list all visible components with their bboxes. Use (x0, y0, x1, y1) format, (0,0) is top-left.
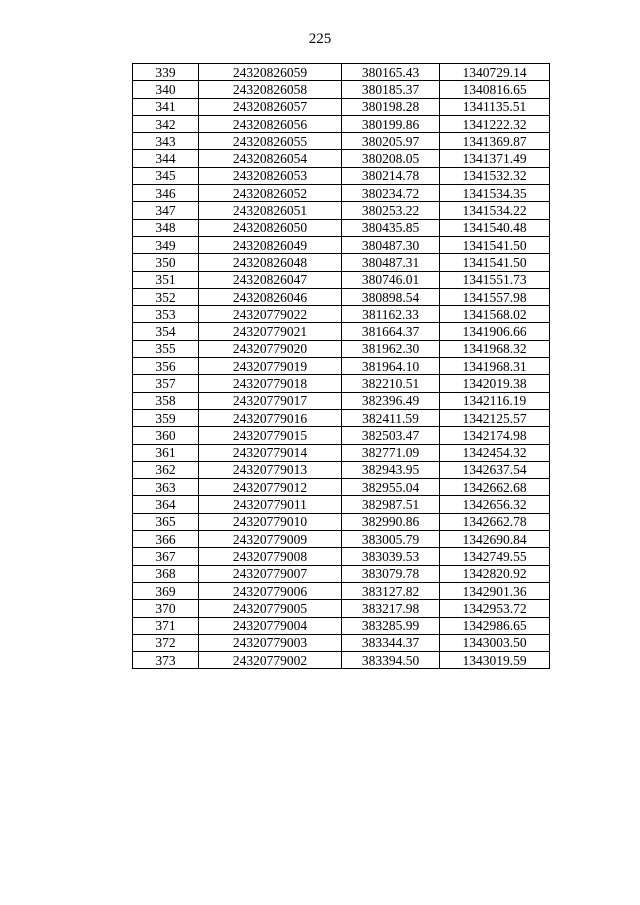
x-coordinate-cell: 383285.99 (342, 617, 440, 634)
x-coordinate-cell: 382503.47 (342, 427, 440, 444)
id-cell: 24320826054 (199, 150, 342, 167)
y-coordinate-cell: 1341371.49 (440, 150, 550, 167)
id-cell: 24320826050 (199, 219, 342, 236)
table-row (133, 427, 550, 444)
coordinates-table (132, 63, 550, 669)
table-row (133, 617, 550, 634)
x-coordinate-cell: 382411.59 (342, 409, 440, 426)
x-coordinate-cell: 382396.49 (342, 392, 440, 409)
y-coordinate-cell: 1341135.51 (440, 98, 550, 115)
x-coordinate-cell: 382955.04 (342, 479, 440, 496)
row-number-cell: 373 (133, 652, 199, 669)
id-cell: 24320826055 (199, 133, 342, 150)
id-cell: 24320779015 (199, 427, 342, 444)
id-cell: 24320826052 (199, 185, 342, 202)
x-coordinate-cell: 380208.05 (342, 150, 440, 167)
row-number-cell: 367 (133, 548, 199, 565)
row-number-cell: 350 (133, 254, 199, 271)
x-coordinate-cell: 382987.51 (342, 496, 440, 513)
row-number-cell: 359 (133, 409, 199, 426)
id-cell: 24320779005 (199, 600, 342, 617)
table-row (133, 375, 550, 392)
y-coordinate-cell: 1342820.92 (440, 565, 550, 582)
table-body (133, 64, 550, 669)
x-coordinate-cell: 380234.72 (342, 185, 440, 202)
table-row (133, 167, 550, 184)
y-coordinate-cell: 1342662.78 (440, 513, 550, 530)
y-coordinate-cell: 1342953.72 (440, 600, 550, 617)
x-coordinate-cell: 380487.30 (342, 236, 440, 253)
row-number-cell: 343 (133, 133, 199, 150)
x-coordinate-cell: 382943.95 (342, 461, 440, 478)
y-coordinate-cell: 1342901.36 (440, 582, 550, 599)
id-cell: 24320826053 (199, 167, 342, 184)
row-number-cell: 339 (133, 64, 199, 81)
y-coordinate-cell: 1342454.32 (440, 444, 550, 461)
id-cell: 24320779021 (199, 323, 342, 340)
table-row (133, 444, 550, 461)
table-row (133, 531, 550, 548)
table-row (133, 340, 550, 357)
page-number: 225 (308, 31, 332, 47)
row-number-cell: 344 (133, 150, 199, 167)
y-coordinate-cell: 1342690.84 (440, 531, 550, 548)
row-number-cell: 358 (133, 392, 199, 409)
table-row (133, 358, 550, 375)
y-coordinate-cell: 1341968.32 (440, 340, 550, 357)
x-coordinate-cell: 381964.10 (342, 358, 440, 375)
x-coordinate-cell: 381162.33 (342, 306, 440, 323)
row-number-cell: 361 (133, 444, 199, 461)
y-coordinate-cell: 1341532.32 (440, 167, 550, 184)
y-coordinate-cell: 1340816.65 (440, 81, 550, 98)
x-coordinate-cell: 380205.97 (342, 133, 440, 150)
table-row (133, 219, 550, 236)
table-row (133, 288, 550, 305)
row-number-cell: 365 (133, 513, 199, 530)
row-number-cell: 341 (133, 98, 199, 115)
table-row (133, 600, 550, 617)
table-row (133, 479, 550, 496)
id-cell: 24320779009 (199, 531, 342, 548)
y-coordinate-cell: 1341222.32 (440, 115, 550, 132)
table-row (133, 565, 550, 582)
x-coordinate-cell: 383079.78 (342, 565, 440, 582)
id-cell: 24320779003 (199, 634, 342, 651)
row-number-cell: 351 (133, 271, 199, 288)
row-number-cell: 357 (133, 375, 199, 392)
id-cell: 24320779006 (199, 582, 342, 599)
x-coordinate-cell: 383394.50 (342, 652, 440, 669)
y-coordinate-cell: 1341540.48 (440, 219, 550, 236)
y-coordinate-cell: 1342125.57 (440, 409, 550, 426)
y-coordinate-cell: 1342116.19 (440, 392, 550, 409)
y-coordinate-cell: 1342662.68 (440, 479, 550, 496)
y-coordinate-cell: 1341534.22 (440, 202, 550, 219)
y-coordinate-cell: 1341968.31 (440, 358, 550, 375)
y-coordinate-cell: 1342174.98 (440, 427, 550, 444)
id-cell: 24320779018 (199, 375, 342, 392)
x-coordinate-cell: 380198.28 (342, 98, 440, 115)
row-number-cell: 364 (133, 496, 199, 513)
y-coordinate-cell: 1341541.50 (440, 254, 550, 271)
row-number-cell: 372 (133, 634, 199, 651)
y-coordinate-cell: 1343003.50 (440, 634, 550, 651)
y-coordinate-cell: 1341568.02 (440, 306, 550, 323)
table-row (133, 98, 550, 115)
row-number-cell: 349 (133, 236, 199, 253)
x-coordinate-cell: 383344.37 (342, 634, 440, 651)
id-cell: 24320826049 (199, 236, 342, 253)
table-row (133, 150, 550, 167)
table-row (133, 306, 550, 323)
table-row (133, 202, 550, 219)
y-coordinate-cell: 1342019.38 (440, 375, 550, 392)
y-coordinate-cell: 1342637.54 (440, 461, 550, 478)
id-cell: 24320779007 (199, 565, 342, 582)
id-cell: 24320826058 (199, 81, 342, 98)
id-cell: 24320779002 (199, 652, 342, 669)
x-coordinate-cell: 382771.09 (342, 444, 440, 461)
y-coordinate-cell: 1341557.98 (440, 288, 550, 305)
id-cell: 24320826059 (199, 64, 342, 81)
table-row (133, 236, 550, 253)
table-row (133, 461, 550, 478)
id-cell: 24320779010 (199, 513, 342, 530)
table-row (133, 133, 550, 150)
table-row (133, 185, 550, 202)
y-coordinate-cell: 1341534.35 (440, 185, 550, 202)
x-coordinate-cell: 383039.53 (342, 548, 440, 565)
x-coordinate-cell: 382210.51 (342, 375, 440, 392)
x-coordinate-cell: 383005.79 (342, 531, 440, 548)
id-cell: 24320779016 (199, 409, 342, 426)
table-row (133, 652, 550, 669)
table-row (133, 513, 550, 530)
table-row (133, 582, 550, 599)
table-row (133, 634, 550, 651)
id-cell: 24320826056 (199, 115, 342, 132)
row-number-cell: 346 (133, 185, 199, 202)
x-coordinate-cell: 380253.22 (342, 202, 440, 219)
row-number-cell: 340 (133, 81, 199, 98)
id-cell: 24320779019 (199, 358, 342, 375)
x-coordinate-cell: 380487.31 (342, 254, 440, 271)
x-coordinate-cell: 380185.37 (342, 81, 440, 98)
id-cell: 24320826048 (199, 254, 342, 271)
table-row (133, 115, 550, 132)
y-coordinate-cell: 1341551.73 (440, 271, 550, 288)
table-row (133, 548, 550, 565)
x-coordinate-cell: 380898.54 (342, 288, 440, 305)
y-coordinate-cell: 1342656.32 (440, 496, 550, 513)
row-number-cell: 356 (133, 358, 199, 375)
id-cell: 24320779013 (199, 461, 342, 478)
row-number-cell: 352 (133, 288, 199, 305)
table-row (133, 254, 550, 271)
x-coordinate-cell: 380214.78 (342, 167, 440, 184)
x-coordinate-cell: 380435.85 (342, 219, 440, 236)
y-coordinate-cell: 1343019.59 (440, 652, 550, 669)
y-coordinate-cell: 1342986.65 (440, 617, 550, 634)
id-cell: 24320826047 (199, 271, 342, 288)
table-row (133, 392, 550, 409)
x-coordinate-cell: 381962.30 (342, 340, 440, 357)
x-coordinate-cell: 380199.86 (342, 115, 440, 132)
id-cell: 24320779008 (199, 548, 342, 565)
row-number-cell: 345 (133, 167, 199, 184)
x-coordinate-cell: 383217.98 (342, 600, 440, 617)
id-cell: 24320779004 (199, 617, 342, 634)
row-number-cell: 371 (133, 617, 199, 634)
row-number-cell: 360 (133, 427, 199, 444)
y-coordinate-cell: 1342749.55 (440, 548, 550, 565)
row-number-cell: 354 (133, 323, 199, 340)
table-row (133, 323, 550, 340)
x-coordinate-cell: 381664.37 (342, 323, 440, 340)
table-row (133, 81, 550, 98)
table-row (133, 271, 550, 288)
id-cell: 24320779012 (199, 479, 342, 496)
id-cell: 24320779011 (199, 496, 342, 513)
id-cell: 24320779017 (199, 392, 342, 409)
row-number-cell: 347 (133, 202, 199, 219)
row-number-cell: 369 (133, 582, 199, 599)
id-cell: 24320826057 (199, 98, 342, 115)
y-coordinate-cell: 1340729.14 (440, 64, 550, 81)
id-cell: 24320826046 (199, 288, 342, 305)
x-coordinate-cell: 380746.01 (342, 271, 440, 288)
x-coordinate-cell: 383127.82 (342, 582, 440, 599)
id-cell: 24320779014 (199, 444, 342, 461)
row-number-cell: 370 (133, 600, 199, 617)
y-coordinate-cell: 1341541.50 (440, 236, 550, 253)
table-row (133, 409, 550, 426)
x-coordinate-cell: 380165.43 (342, 64, 440, 81)
row-number-cell: 363 (133, 479, 199, 496)
row-number-cell: 368 (133, 565, 199, 582)
id-cell: 24320779020 (199, 340, 342, 357)
y-coordinate-cell: 1341369.87 (440, 133, 550, 150)
table-row (133, 496, 550, 513)
row-number-cell: 342 (133, 115, 199, 132)
y-coordinate-cell: 1341906.66 (440, 323, 550, 340)
row-number-cell: 348 (133, 219, 199, 236)
id-cell: 24320826051 (199, 202, 342, 219)
row-number-cell: 353 (133, 306, 199, 323)
row-number-cell: 366 (133, 531, 199, 548)
row-number-cell: 355 (133, 340, 199, 357)
table-row (133, 64, 550, 81)
id-cell: 24320779022 (199, 306, 342, 323)
x-coordinate-cell: 382990.86 (342, 513, 440, 530)
row-number-cell: 362 (133, 461, 199, 478)
